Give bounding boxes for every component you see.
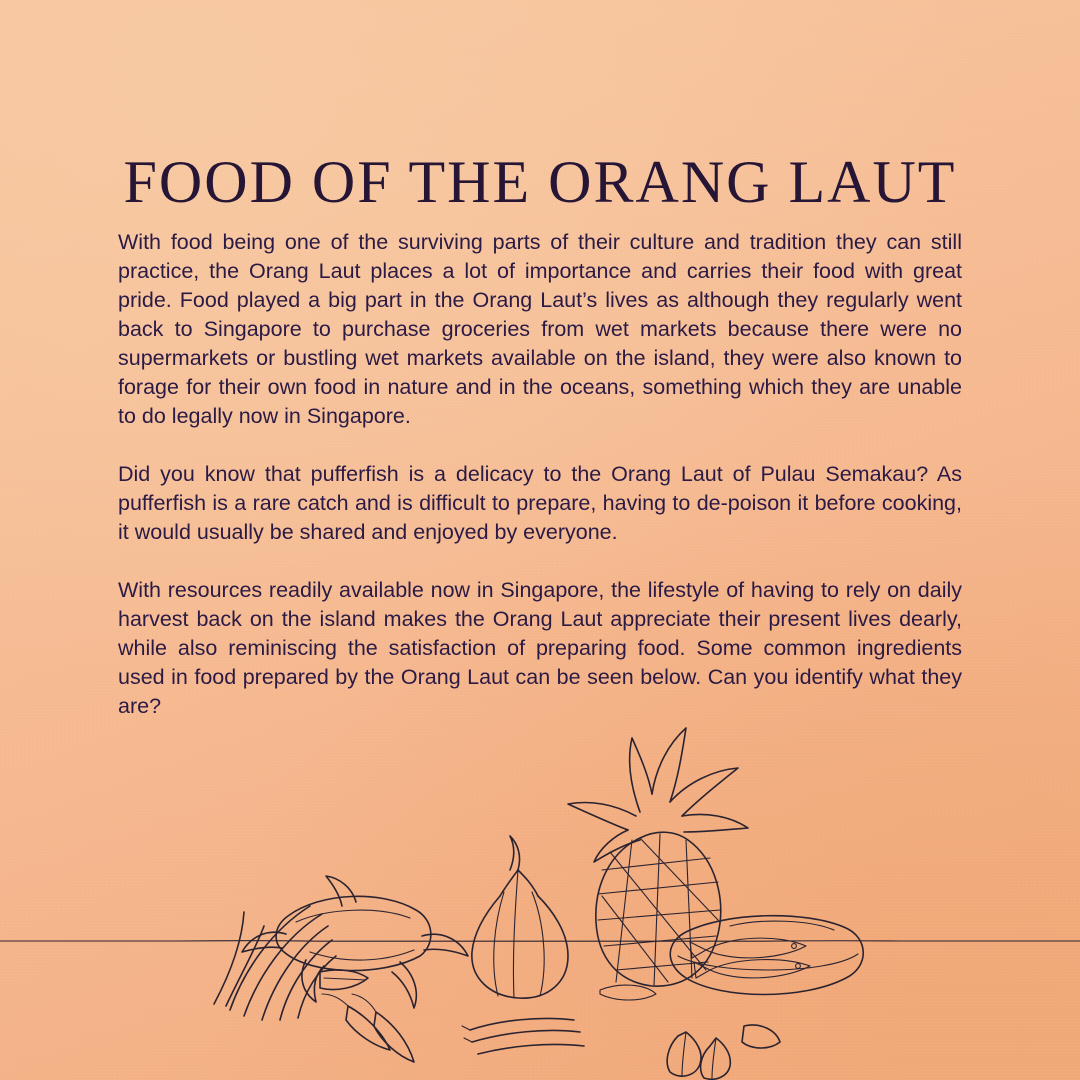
paragraph-3: With resources readily available now in Singapore, the lifestyle of having to rely on daily harvest back on the island makes the Orang Laut appreciate their present lives dearly, while also reminiscing the satisfaction of preparing food. Some common ingredients used in food prepared by the Orang Laut can be seen below. Can you identify what they are?: [118, 578, 962, 718]
pineapple-icon: [568, 728, 748, 986]
stone-icon: [600, 985, 656, 1000]
paragraph-1: With food being one of the surviving parts of their culture and tradition they can still practice, the Orang Laut places a lot of importance and carries their food with great pride. Food played a big part in the Orang Laut’s lives as although they regularly went back to Singapore to purchase groceries from wet markets because there were no supermarkets or bustling wet markets available on the island, they were also known to forage for their own food in nature and in the oceans, something which they are unable to do legally now in Singapore.: [118, 230, 962, 428]
body-text: [118, 228, 962, 721]
fish-1: [690, 938, 806, 958]
long-beans-icon: [462, 1018, 584, 1054]
chilli-icon: [322, 994, 414, 1062]
onion-icon: [472, 836, 568, 998]
fish-platter-icon: [670, 916, 863, 995]
page-title: FOOD OF THE ORANG LAUT: [123, 149, 957, 216]
ingredients-illustration: [170, 720, 910, 1080]
paragraph-2: Did you know that pufferfish is a delicacy to the Orang Laut of Pulau Semakau? As pufferfish is a rare catch and is difficult to prepare, having to de-poison it before cooking, it would usually be shared and enjoyed by everyone.: [118, 462, 962, 544]
garlic-icon: [667, 1025, 780, 1079]
